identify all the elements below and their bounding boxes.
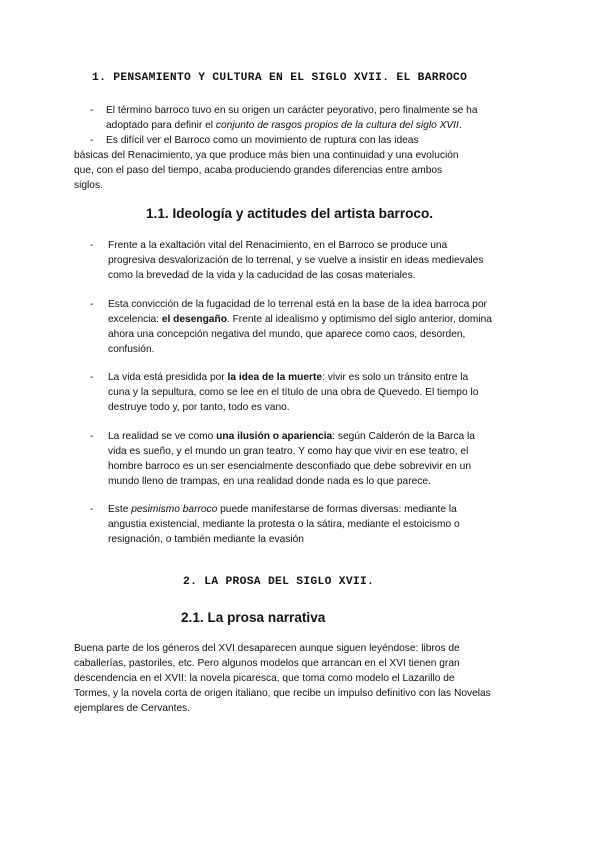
text-run: adoptado para definir el xyxy=(106,120,216,131)
text-line xyxy=(106,118,477,133)
text-run: : vivir es solo un tránsito entre la xyxy=(322,372,469,383)
text-line: ejemplares de Cervantes. xyxy=(74,703,191,714)
text-run: Este xyxy=(108,504,132,515)
dash-marker: - xyxy=(90,240,94,251)
section-1-heading: 1. PENSAMIENTO Y CULTURA EN EL SIGLO XVII. EL BARROCO xyxy=(92,72,468,84)
dash-marker: - xyxy=(90,504,94,515)
intro-paragraph-2 xyxy=(74,133,459,193)
bold-text: el desengaño xyxy=(161,314,227,325)
text-line: siglos. xyxy=(74,180,103,191)
subsection-2-1-heading: 2.1. La prosa narrativa xyxy=(181,610,326,625)
text-run: . Frente al idealismo y optimismo del siglo anterior, domina xyxy=(226,314,492,325)
text-line xyxy=(108,429,475,444)
dash-marker: - xyxy=(90,431,94,442)
text-line: destruye todo y, por tanto, todo es vano. xyxy=(108,402,290,413)
section-2-heading: 2. LA PROSA DEL SIGLO XVII. xyxy=(183,576,375,588)
dash-marker: - xyxy=(90,105,94,116)
prose-paragraph xyxy=(74,641,491,716)
text-line: Es difícil ver el Barroco como un movimiento de ruptura con las ideas xyxy=(106,135,419,146)
text-line: resignación, o también mediante la evasión xyxy=(108,534,304,545)
text-line: angustia existencial, mediante la protesta o la sátira, mediante el estoicismo o xyxy=(108,519,460,530)
text-line xyxy=(108,502,460,517)
text-line: caballerías, pastoriles, etc. Pero algunos modelos que arrancan en el XVI tienen gran xyxy=(74,658,460,669)
dash-marker: - xyxy=(90,372,94,383)
text-line: confusión. xyxy=(108,344,155,355)
text-line: Buena parte de los géneros del XVI desaparecen aunque siguen leyéndose: libros de xyxy=(74,643,460,654)
text-line: Frente a la exaltación vital del Renacimiento, en el Barroco se produce una xyxy=(108,240,448,251)
bullet-paragraph-1 xyxy=(108,238,483,283)
text-line: vida es sueño, y el mundo un gran teatro. Y como hay que vivir en ese teatro, el xyxy=(108,446,469,457)
text-line: Esta convicción de la fugacidad de lo terrenal está en la base de la idea barroca por xyxy=(108,299,487,310)
text-run: : según Calderón de la Barca la xyxy=(332,431,475,442)
subsection-1-1-heading: 1.1. Ideología y actitudes del artista barroco. xyxy=(146,206,434,221)
dash-marker: - xyxy=(90,135,94,146)
italic-text: conjunto de rasgos propios de la cultura del siglo XVII xyxy=(215,120,459,131)
text-line: mundo lleno de trampas, en una realidad donde nada es lo que parece. xyxy=(108,476,431,487)
text-line: cuna y la sepultura, como se lee en el título de una obra de Quevedo. El tiempo lo xyxy=(108,387,479,398)
dash-marker: - xyxy=(90,299,94,310)
text-line: El término barroco tuvo en su origen un carácter peyorativo, pero finalmente se ha xyxy=(106,105,478,116)
text-line: descendencia en el XVII: la novela picaresca, que toma como modelo el Lazarillo de xyxy=(74,673,455,684)
text-line xyxy=(108,370,478,385)
bullet-paragraph-3 xyxy=(108,370,478,415)
intro-paragraph-1 xyxy=(106,103,477,133)
bold-text: una ilusión o apariencia xyxy=(216,431,333,442)
text-line: Tormes, y la novela corta de origen italiano, que recibe un impulso definitivo con las Novelas xyxy=(74,688,491,699)
bullet-paragraph-4 xyxy=(108,429,475,489)
bold-text: la idea de la muerte xyxy=(227,372,323,383)
text-line: ahora una concepción negativa del mundo, que aparece como caos, desorden, xyxy=(108,329,466,340)
text-line xyxy=(108,312,492,327)
bullet-paragraph-2 xyxy=(108,297,492,357)
text-line: como la brevedad de la vida y la caducidad de las cosas materiales. xyxy=(108,270,416,281)
text-line: que, con el paso del tiempo, acaba produciendo grandes diferencias entre ambos xyxy=(74,165,443,176)
text-line: progresiva desvalorización de lo terrenal, y se vuelve a insistir en ideas medievales xyxy=(108,255,484,266)
text-run: La vida está presidida por xyxy=(108,372,228,383)
text-run: puede manifestarse de formas diversas: mediante la xyxy=(217,504,457,515)
text-line: hombre barroco es un ser esencialmente desconfiado que debe sobrevivir en un xyxy=(108,461,472,472)
text-run: La realidad se ve como xyxy=(108,431,217,442)
bullet-paragraph-5 xyxy=(108,502,460,547)
italic-text: pesimismo barroco xyxy=(131,504,218,515)
text-run: excelencia: xyxy=(108,314,162,325)
text-line: básicas del Renacimiento, ya que produce más bien una continuidad y una evolución xyxy=(74,150,459,161)
text-run: . xyxy=(458,120,462,131)
